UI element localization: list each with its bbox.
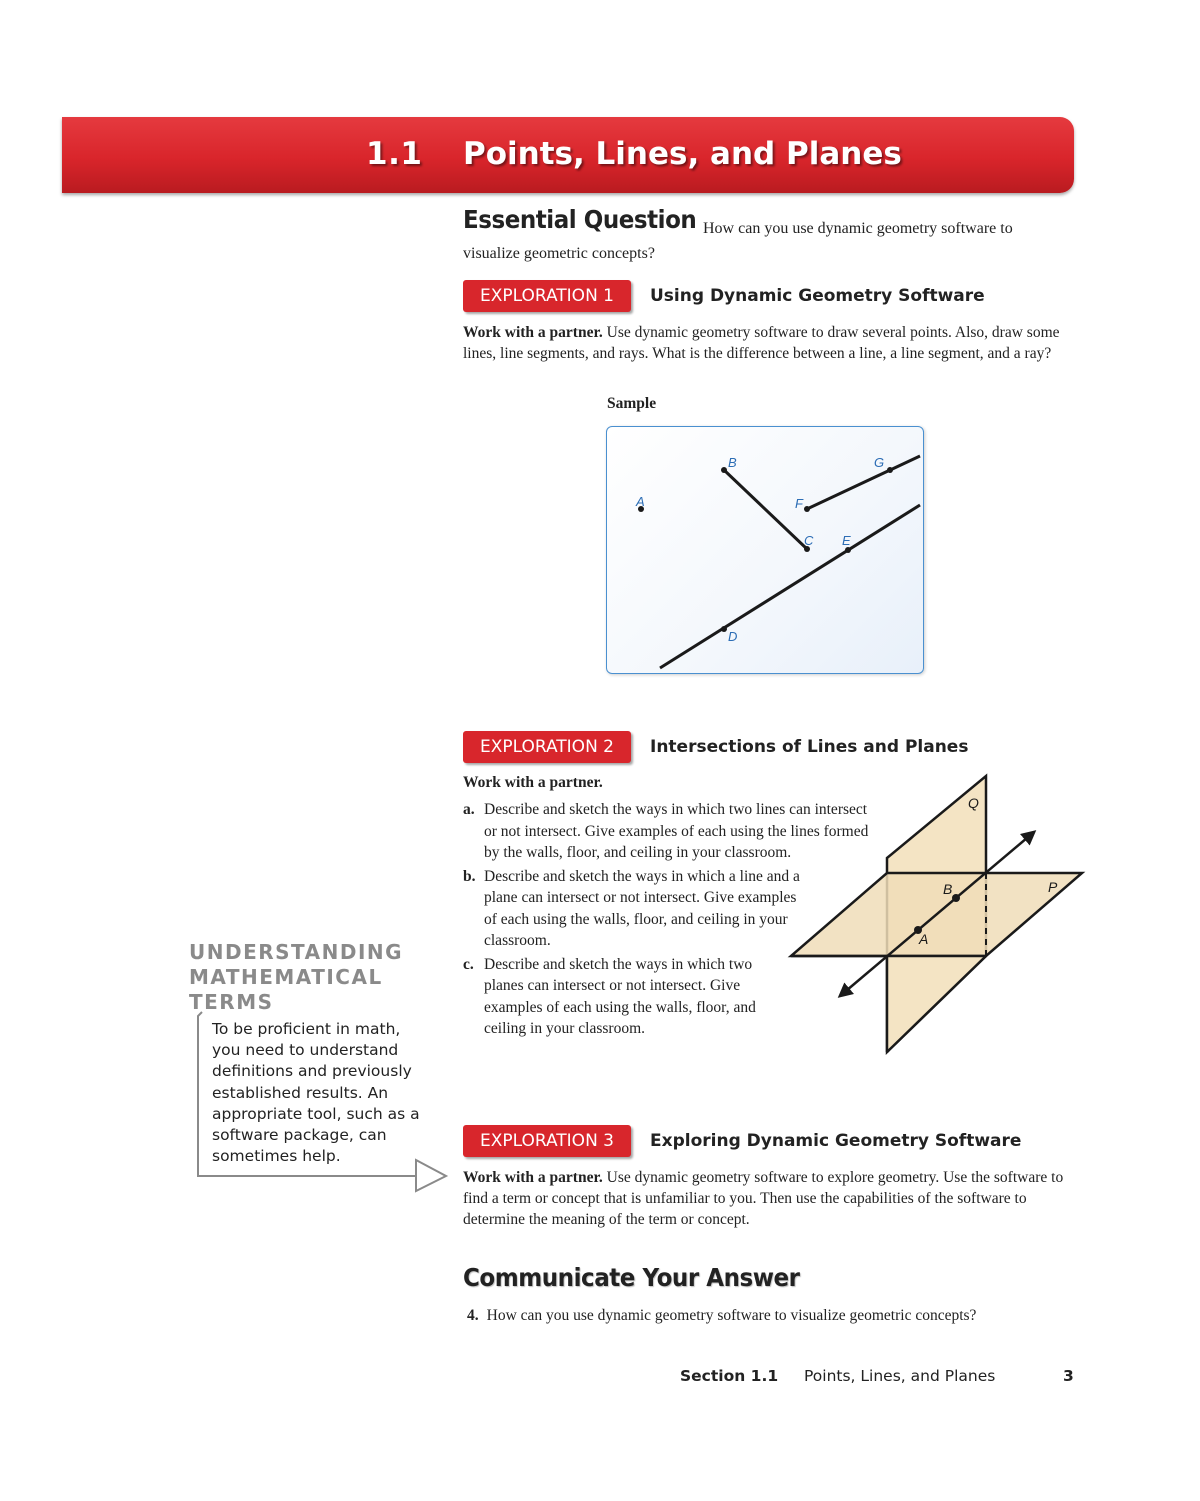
- point-g: [887, 467, 893, 473]
- exploration-2-title: Intersections of Lines and Planes: [650, 737, 969, 757]
- page-number: 3: [1063, 1367, 1074, 1385]
- exploration-1-body: Use dynamic geometry software to draw several points. Also, draw some lines, line segments, and rays. What is the difference between a line, a line segment, and a ray?: [463, 324, 1060, 362]
- question-4-text: How can you use dynamic geometry software to visualize geometric concepts?: [486, 1307, 977, 1324]
- exploration-3-badge: EXPLORATION 3: [463, 1125, 631, 1157]
- label-e: E: [842, 533, 851, 548]
- planes-diagram: [780, 770, 1090, 1060]
- label-b: B: [728, 455, 737, 470]
- list-item: [463, 954, 776, 1040]
- ray-fg: [807, 456, 920, 509]
- label-plane-q: Q: [968, 795, 979, 811]
- line-de: [660, 505, 920, 668]
- question-4-number: 4.: [467, 1307, 479, 1324]
- footer-title: Points, Lines, and Planes: [804, 1367, 996, 1385]
- item-a-text: Describe and sketch the ways in which two lines can intersect or not intersect. Give examples of each using the lines formed by the walls, floor, and ceiling in your classroom.: [484, 801, 869, 861]
- point-b-dot: [952, 894, 960, 902]
- sidebar-heading-line-1: UNDERSTANDING: [189, 940, 404, 964]
- essential-question-heading: Essential Question: [463, 205, 697, 234]
- exploration-1-badge: EXPLORATION 1: [463, 280, 631, 312]
- exploration-2-lead-text: Work with a partner.: [463, 774, 603, 791]
- section-number: 1.1: [366, 136, 423, 172]
- exploration-3-title: Exploring Dynamic Geometry Software: [650, 1131, 1022, 1151]
- communicate-heading: Communicate Your Answer: [463, 1263, 800, 1292]
- question-4: [467, 1307, 976, 1325]
- exploration-3-text: [463, 1167, 1073, 1230]
- label-plane-p: P: [1048, 879, 1058, 895]
- item-b-label: b.: [463, 867, 476, 885]
- footer-section: Section 1.1: [680, 1367, 779, 1385]
- label-point-b: B: [943, 881, 953, 897]
- sample-diagram: [606, 426, 924, 674]
- essential-question-text: How can you use dynamic geometry software to visualize geometric concepts?: [463, 220, 1013, 262]
- sample-diagram-svg: [607, 427, 923, 673]
- sidebar-heading-line-2: MATHEMATICAL: [189, 965, 383, 989]
- point-d: [721, 626, 727, 632]
- label-g: G: [874, 455, 885, 470]
- label-f: F: [795, 496, 803, 511]
- list-item: [463, 866, 806, 952]
- label-c: C: [804, 533, 814, 548]
- exploration-3-body: Use dynamic geometry software to explore geometry. Use the software to find a term or concept that is unfamiliar to you. Then use the capabilities of the software to determine the meaning of the term or concept.: [463, 1169, 1064, 1228]
- label-a: A: [636, 494, 645, 509]
- sidebar-text: To be proficient in math, you need to understand definitions and previously established results. An appropriate tool, such as a software package, can sometimes help.: [212, 1020, 420, 1166]
- page-title: Points, Lines, and Planes: [463, 136, 902, 172]
- item-c-label: c.: [463, 955, 474, 973]
- exploration-2-badge: EXPLORATION 2: [463, 731, 631, 763]
- item-c-text: Describe and sketch the ways in which two planes can intersect or not intersect. Give examples of each using the walls, floor, and ceiling in your classroom.: [484, 955, 756, 1037]
- sample-label: Sample: [607, 395, 657, 412]
- exploration-1-text: [463, 322, 1073, 364]
- exploration-1-lead: Work with a partner.: [463, 324, 603, 341]
- sidebar-heading-line-3: TERMS: [189, 990, 274, 1014]
- point-b: [721, 467, 727, 473]
- item-b-text: Describe and sketch the ways in which a line and a plane can intersect or not intersect. Give examples of each using the walls, floor, and ceiling in your classroom.: [484, 867, 800, 949]
- exploration-1-title: Using Dynamic Geometry Software: [650, 286, 985, 306]
- sidebar-heading: [189, 940, 403, 1015]
- item-a-label: a.: [463, 801, 475, 818]
- label-d: D: [728, 629, 738, 644]
- exploration-3-lead: Work with a partner.: [463, 1169, 603, 1186]
- label-point-a: A: [919, 931, 929, 947]
- point-f: [804, 506, 810, 512]
